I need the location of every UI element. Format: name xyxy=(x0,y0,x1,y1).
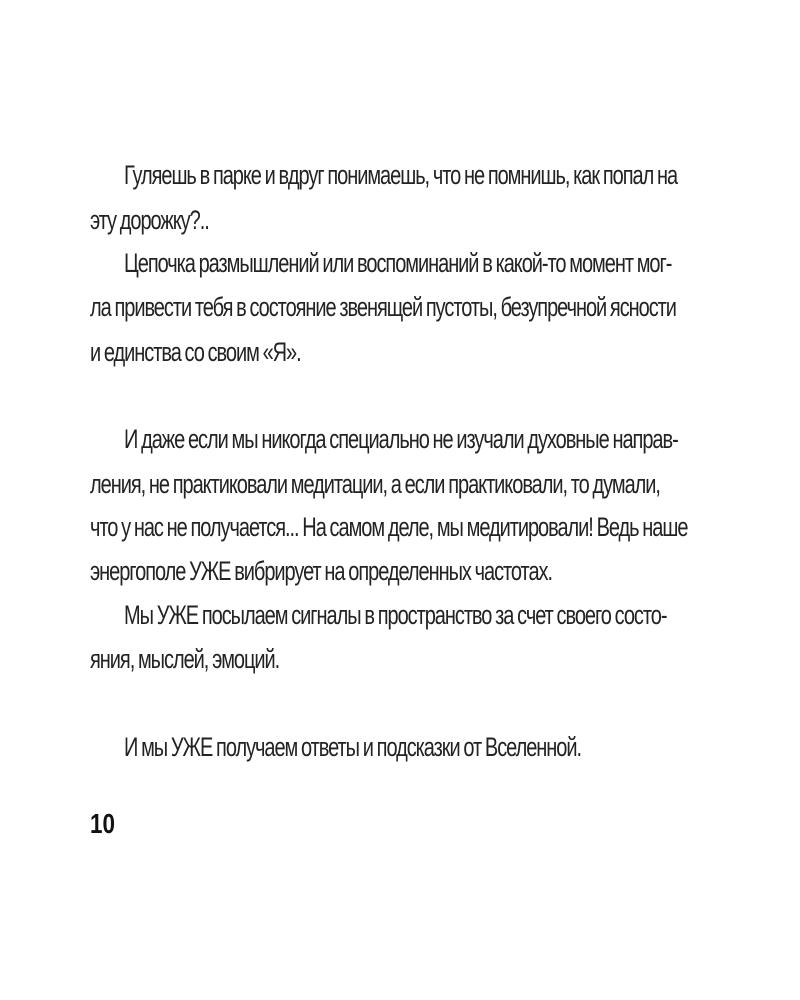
paragraph-3-line-3: что у нас не получается... На самом деле, мы медитировали! Ведь наше xyxy=(90,512,688,542)
page-number: 10 xyxy=(90,808,115,839)
paragraph-2-line-1: Цепочка размышлений или воспоминаний в какой-то момент мог- xyxy=(124,248,672,278)
paragraph-2-line-3: и единства со своим «Я». xyxy=(90,337,301,367)
paragraph-3-line-2: ления, не практиковали медитации, а если практиковали, то думали, xyxy=(90,469,660,499)
paragraph-1-line-2: эту дорожку?.. xyxy=(90,205,209,235)
paragraph-3-line-1: И даже если мы никогда специально не изучали духовные направ- xyxy=(124,424,678,454)
paragraph-2-line-2: ла привести тебя в состояние звенящей пустоты, безупречной ясности xyxy=(90,292,676,322)
paragraph-1-line-1: Гуляешь в парке и вдруг понимаешь, что не помнишь, как попал на xyxy=(124,160,678,190)
paragraph-5-line-1: И мы УЖЕ получаем ответы и подсказки от Вселенной. xyxy=(124,732,581,762)
paragraph-4-line-1: Мы УЖЕ посылаем сигналы в пространство за счет своего состо- xyxy=(124,600,667,630)
paragraph-4-line-2: яния, мыслей, эмоций. xyxy=(90,644,280,674)
paragraph-3-line-4: энергополе УЖЕ вибрирует на определенных частотах. xyxy=(90,556,552,586)
